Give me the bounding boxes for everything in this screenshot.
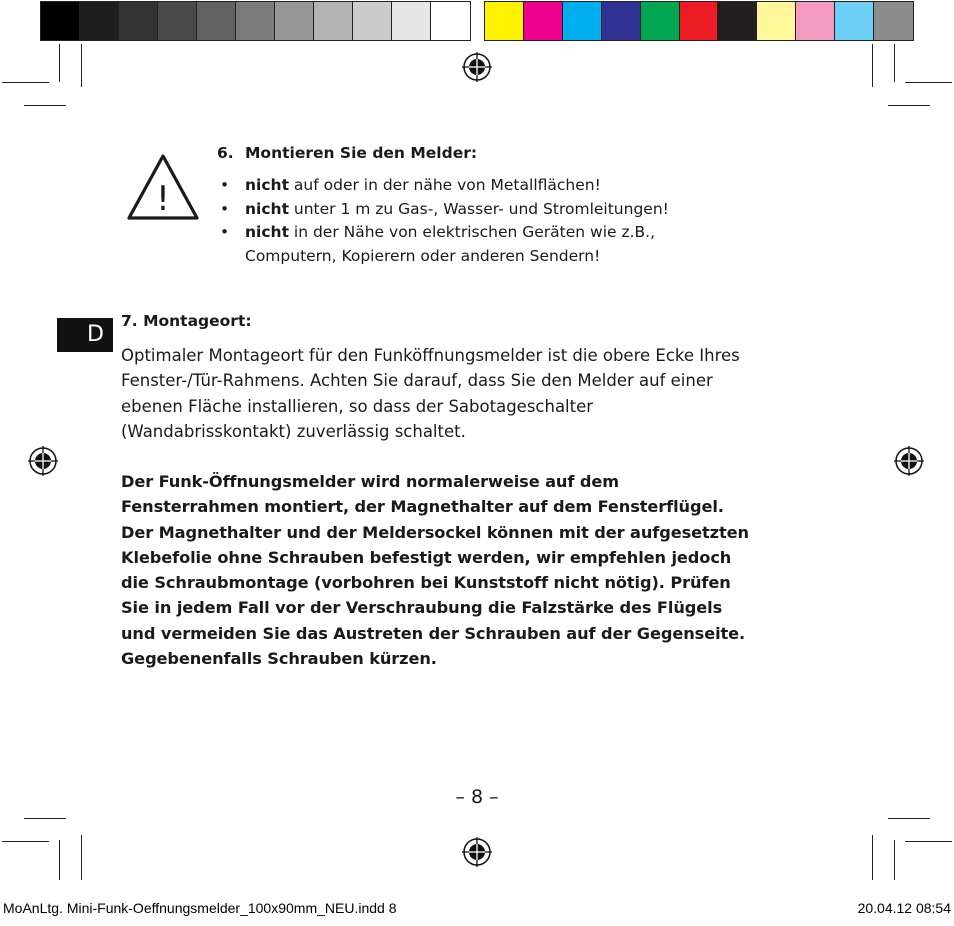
warning-triangle-icon (125, 152, 201, 222)
crop-mark (2, 841, 49, 842)
color-swatch (796, 2, 835, 40)
crop-mark (888, 818, 930, 819)
footer-datetime: 20.04.12 08:54 (857, 900, 951, 916)
list-item-bold: nicht (245, 223, 289, 241)
process-color-bar (484, 1, 914, 41)
bold-line: und vermeiden Sie das Austreten der Schrauben auf der Gegenseite. (121, 623, 746, 643)
bullet: • (220, 199, 230, 218)
grayscale-color-bar (40, 1, 471, 41)
bold-line: Der Funk-Öffnungsmelder wird normalerweise auf dem (121, 472, 619, 491)
list-item-text: in der Nähe von elektrischen Geräten wie z.B., Computern, Kopierern oder anderen Sendern! (245, 223, 656, 265)
color-swatch (680, 2, 719, 40)
crop-mark (872, 44, 873, 87)
list-item-text: unter 1 m zu Gas-, Wasser- und Stromleitungen! (288, 199, 669, 218)
mounting-location-paragraph: Optimaler Montageort für den Funköffnungsmelder ist die obere Ecke Ihres Fenster-/Tür-Rahmens. Achten Sie darauf, dass Sie den Melder auf einer ebenen Fläche installieren, so dass der Sabotageschalter (Wandabrisskontakt) zuverlässig schaltet. (121, 346, 740, 441)
color-swatch (835, 2, 874, 40)
list-item (217, 221, 777, 268)
section-6-heading (217, 144, 477, 162)
crop-mark (81, 835, 82, 880)
color-swatch (524, 2, 563, 40)
color-swatch (80, 2, 119, 40)
bullet: • (220, 223, 230, 241)
bold-line: Der Magnethalter und der Meldersockel können mit der aufgesetzten (121, 522, 749, 542)
section-6-number: 6. (217, 144, 234, 162)
warning-symbol: ! (156, 179, 170, 219)
crop-mark (24, 818, 66, 819)
crop-mark (872, 835, 873, 880)
language-tab: D (57, 318, 113, 352)
bold-line: Sie in jedem Fall vor der Verschraubung die Falzstärke des Flügels (121, 598, 723, 618)
crop-mark (894, 840, 895, 880)
color-swatch (485, 2, 524, 40)
color-swatch (563, 2, 602, 40)
list-item-text: auf oder in der nähe von Metallflächen! (288, 176, 601, 194)
bold-line: Klebefolie ohne Schrauben befestigt werden, wir empfehlen jedoch (121, 547, 732, 567)
mounting-restrictions-list (217, 174, 777, 268)
color-swatch (602, 2, 641, 40)
bold-line: Gegebenenfalls Schrauben kürzen. (121, 649, 437, 669)
section-6-title: Montieren Sie den Melder: (245, 144, 478, 162)
color-swatch (314, 2, 353, 40)
crop-mark (2, 82, 49, 83)
crop-mark (894, 44, 895, 82)
color-swatch (392, 2, 431, 40)
color-swatch (353, 2, 392, 40)
bold-line: die Schraubmontage (vorbohren bei Kunststoff nicht nötig). Prüfen (121, 573, 731, 593)
page-number: – 8 – (455, 786, 499, 808)
color-swatch (431, 2, 470, 40)
color-swatch (874, 2, 913, 40)
list-item (217, 174, 777, 198)
crop-mark (81, 44, 82, 87)
mounting-instructions-bold (121, 469, 801, 671)
color-swatch (275, 2, 314, 40)
bold-line: Fensterrahmen montiert, der Magnethalter auf dem Fensterflügel. (121, 497, 724, 517)
color-swatch (41, 2, 80, 40)
footer-filename: MoAnLtg. Mini-Funk-Oeffnungsmelder_100x90mm_NEU.indd 8 (3, 900, 397, 916)
registration-mark-icon (894, 446, 924, 476)
color-swatch (158, 2, 197, 40)
color-swatch (197, 2, 236, 40)
color-swatch (236, 2, 275, 40)
crop-mark (24, 105, 66, 106)
crop-mark (59, 44, 60, 82)
registration-mark-icon (462, 52, 492, 82)
crop-mark (59, 840, 60, 880)
color-swatch (119, 2, 158, 40)
list-item-bold: nicht (245, 176, 289, 194)
bullet: • (220, 176, 230, 194)
crop-mark (905, 841, 952, 842)
crop-mark (888, 105, 930, 106)
list-item (217, 198, 777, 222)
crop-mark (905, 82, 952, 83)
list-item-bold: nicht (245, 199, 289, 218)
registration-mark-icon (462, 837, 492, 867)
registration-mark-icon (28, 446, 58, 476)
color-swatch (641, 2, 680, 40)
section-7-title: 7. Montageort: (121, 312, 252, 330)
color-swatch (757, 2, 796, 40)
color-swatch (718, 2, 757, 40)
